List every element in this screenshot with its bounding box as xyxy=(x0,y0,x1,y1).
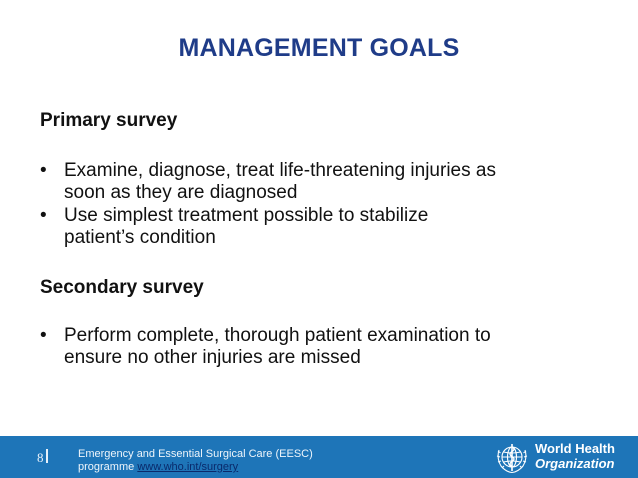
slide-title: MANAGEMENT GOALS xyxy=(178,34,460,62)
primary-survey-bullet-list xyxy=(40,160,496,250)
bullet-dot: • xyxy=(40,325,47,346)
programme-label: programme xyxy=(78,461,135,473)
bullet-text-line: patient’s condition xyxy=(64,226,216,248)
bullet-text-line: Examine, diagnose, treat life-threatening injuries as xyxy=(64,160,496,181)
bullet-item xyxy=(40,205,496,248)
bullet-text-line: ensure no other injuries are missed xyxy=(64,346,361,368)
page-number-divider xyxy=(46,449,48,463)
who-name-line2: Organization xyxy=(535,455,615,471)
section-heading-primary-survey: Primary survey xyxy=(40,110,178,131)
bullet-text-line: Use simplest treatment possible to stabilize xyxy=(64,205,429,226)
bullet-item xyxy=(40,325,491,368)
programme-name: Emergency and Essential Surgical Care (EESC) xyxy=(78,448,313,460)
bullet-dot: • xyxy=(40,205,47,226)
footer-bar xyxy=(0,436,638,478)
who-name-line1: World Health xyxy=(535,441,615,456)
who-emblem-icon xyxy=(495,442,529,474)
secondary-survey-bullet-list xyxy=(40,325,491,370)
section-heading-secondary-survey: Secondary survey xyxy=(40,277,204,298)
surgery-link[interactable]: www.who.int/surgery xyxy=(137,461,239,473)
page-number: 8 xyxy=(37,450,44,465)
bullet-item xyxy=(40,160,496,203)
programme-credit xyxy=(78,448,313,474)
bullet-dot: • xyxy=(40,160,47,181)
bullet-text-line: Perform complete, thorough patient examination to xyxy=(64,325,491,346)
who-organization-name xyxy=(535,442,615,471)
bullet-text-line: soon as they are diagnosed xyxy=(64,181,298,203)
